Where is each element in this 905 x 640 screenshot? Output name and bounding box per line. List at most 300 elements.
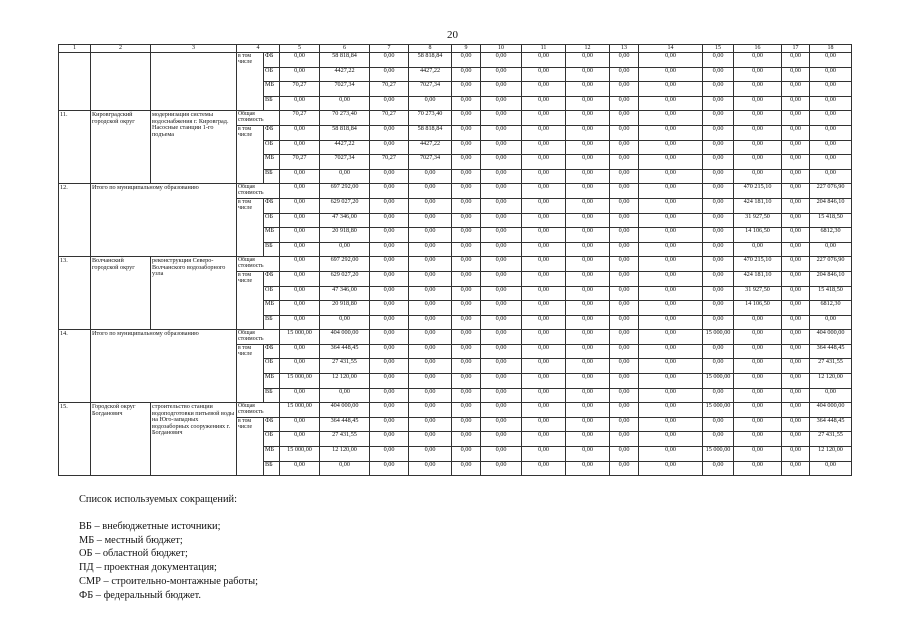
value-cell: 0,00 bbox=[370, 432, 409, 447]
budget-code: ВБ bbox=[264, 169, 280, 184]
value-cell: 0,00 bbox=[610, 403, 639, 418]
value-cell: 0,00 bbox=[452, 344, 481, 359]
value-cell: 0,00 bbox=[481, 388, 522, 403]
value-cell: 0,00 bbox=[566, 82, 610, 97]
total-cost-label: Общая стоимость bbox=[237, 111, 280, 126]
value-cell: 0,00 bbox=[782, 213, 810, 228]
value-cell: 0,00 bbox=[481, 125, 522, 140]
value-cell: 0,00 bbox=[610, 359, 639, 374]
abbreviation-item: ПД – проектная документация; bbox=[79, 562, 217, 574]
value-cell: 0,00 bbox=[481, 271, 522, 286]
abbreviation-item: ОБ – областной бюджет; bbox=[79, 548, 188, 560]
project-description: модернизация системы водоснабжения г. Кировград. Насосные станции 1-го подъема bbox=[151, 111, 237, 184]
value-cell: 0,00 bbox=[481, 198, 522, 213]
value-cell: 0,00 bbox=[409, 359, 452, 374]
value-cell: 0,00 bbox=[522, 140, 566, 155]
value-cell: 6812,30 bbox=[810, 228, 852, 243]
value-cell: 0,00 bbox=[566, 125, 610, 140]
table-row bbox=[59, 403, 852, 418]
value-cell: 0,00 bbox=[566, 169, 610, 184]
value-cell: 15 418,50 bbox=[810, 286, 852, 301]
value-cell: 70 273,40 bbox=[320, 111, 370, 126]
value-cell: 0,00 bbox=[703, 257, 734, 272]
budget-code: ОБ bbox=[264, 140, 280, 155]
project-description: строительство станции водоподготовки питьевой воды на Юго-западных водозаборных сооружениях г. Богданович bbox=[151, 403, 237, 476]
municipality-name: Волчанский городской округ bbox=[91, 257, 151, 330]
value-cell: 0,00 bbox=[782, 155, 810, 170]
value-cell: 0,00 bbox=[452, 315, 481, 330]
value-cell: 0,00 bbox=[566, 198, 610, 213]
value-cell: 7027,34 bbox=[320, 82, 370, 97]
value-cell: 0,00 bbox=[370, 344, 409, 359]
row-number: 15. bbox=[59, 403, 91, 476]
header-cell: 14 bbox=[639, 45, 703, 53]
value-cell: 0,00 bbox=[703, 228, 734, 243]
value-cell: 0,00 bbox=[566, 213, 610, 228]
value-cell: 424 181,10 bbox=[734, 271, 782, 286]
value-cell: 0,00 bbox=[703, 286, 734, 301]
value-cell: 0,00 bbox=[810, 96, 852, 111]
value-cell: 70,27 bbox=[280, 82, 320, 97]
value-cell: 0,00 bbox=[409, 184, 452, 199]
value-cell: 0,00 bbox=[280, 388, 320, 403]
value-cell: 0,00 bbox=[522, 169, 566, 184]
value-cell: 27 431,55 bbox=[810, 432, 852, 447]
value-cell: 0,00 bbox=[481, 155, 522, 170]
value-cell: 404 000,00 bbox=[810, 330, 852, 345]
value-cell: 15 000,00 bbox=[280, 330, 320, 345]
value-cell: 0,00 bbox=[320, 169, 370, 184]
value-cell: 0,00 bbox=[610, 228, 639, 243]
budget-code: ОБ bbox=[264, 213, 280, 228]
budget-code: МБ bbox=[264, 374, 280, 389]
value-cell: 0,00 bbox=[639, 447, 703, 462]
value-cell: 0,00 bbox=[782, 53, 810, 68]
value-cell: 0,00 bbox=[566, 155, 610, 170]
value-cell: 0,00 bbox=[703, 432, 734, 447]
value-cell: 0,00 bbox=[280, 432, 320, 447]
value-cell: 0,00 bbox=[734, 374, 782, 389]
value-cell: 0,00 bbox=[522, 271, 566, 286]
value-cell: 15 000,00 bbox=[703, 447, 734, 462]
value-cell: 0,00 bbox=[734, 447, 782, 462]
value-cell: 0,00 bbox=[409, 374, 452, 389]
value-cell: 0,00 bbox=[280, 67, 320, 82]
value-cell: 0,00 bbox=[810, 315, 852, 330]
value-cell: 0,00 bbox=[782, 417, 810, 432]
including-label: в том числе bbox=[237, 417, 264, 475]
header-cell: 1 bbox=[59, 45, 91, 53]
value-cell: 0,00 bbox=[610, 432, 639, 447]
value-cell: 7027,34 bbox=[409, 155, 452, 170]
value-cell: 58 818,84 bbox=[409, 125, 452, 140]
value-cell: 0,00 bbox=[409, 242, 452, 257]
value-cell: 0,00 bbox=[452, 257, 481, 272]
value-cell: 0,00 bbox=[782, 432, 810, 447]
value-cell: 0,00 bbox=[452, 242, 481, 257]
value-cell: 0,00 bbox=[703, 359, 734, 374]
header-cell: 7 bbox=[370, 45, 409, 53]
value-cell: 0,00 bbox=[452, 67, 481, 82]
value-cell: 0,00 bbox=[703, 198, 734, 213]
value-cell: 0,00 bbox=[734, 388, 782, 403]
value-cell: 0,00 bbox=[370, 125, 409, 140]
value-cell: 0,00 bbox=[810, 67, 852, 82]
value-cell: 0,00 bbox=[370, 96, 409, 111]
value-cell: 0,00 bbox=[566, 301, 610, 316]
value-cell: 0,00 bbox=[639, 228, 703, 243]
value-cell: 0,00 bbox=[280, 301, 320, 316]
value-cell: 0,00 bbox=[370, 447, 409, 462]
value-cell: 0,00 bbox=[810, 461, 852, 476]
header-cell: 9 bbox=[452, 45, 481, 53]
row-summary-label: Итого по муниципальному образованию bbox=[91, 184, 237, 257]
abbreviation-item: МБ – местный бюджет; bbox=[79, 534, 183, 546]
value-cell: 20 918,80 bbox=[320, 228, 370, 243]
value-cell: 0,00 bbox=[782, 242, 810, 257]
value-cell: 404 000,00 bbox=[810, 403, 852, 418]
budget-code: ФБ bbox=[264, 271, 280, 286]
value-cell: 0,00 bbox=[639, 198, 703, 213]
value-cell: 0,00 bbox=[810, 111, 852, 126]
value-cell: 0,00 bbox=[610, 374, 639, 389]
budget-code: МБ bbox=[264, 228, 280, 243]
budget-code: ФБ bbox=[264, 417, 280, 432]
value-cell: 0,00 bbox=[522, 432, 566, 447]
value-cell: 0,00 bbox=[703, 53, 734, 68]
value-cell: 0,00 bbox=[610, 388, 639, 403]
value-cell: 0,00 bbox=[703, 82, 734, 97]
value-cell: 0,00 bbox=[522, 82, 566, 97]
value-cell: 0,00 bbox=[280, 198, 320, 213]
value-cell: 0,00 bbox=[452, 461, 481, 476]
value-cell: 0,00 bbox=[409, 301, 452, 316]
value-cell: 20 918,80 bbox=[320, 301, 370, 316]
value-cell: 0,00 bbox=[522, 315, 566, 330]
value-cell: 0,00 bbox=[370, 67, 409, 82]
value-cell: 0,00 bbox=[703, 344, 734, 359]
value-cell: 0,00 bbox=[639, 67, 703, 82]
value-cell: 0,00 bbox=[370, 301, 409, 316]
value-cell: 0,00 bbox=[782, 228, 810, 243]
value-cell: 15 000,00 bbox=[280, 403, 320, 418]
value-cell: 0,00 bbox=[280, 286, 320, 301]
value-cell: 0,00 bbox=[481, 344, 522, 359]
value-cell: 0,00 bbox=[734, 403, 782, 418]
value-cell: 0,00 bbox=[639, 374, 703, 389]
value-cell: 697 292,00 bbox=[320, 184, 370, 199]
value-cell: 0,00 bbox=[280, 242, 320, 257]
value-cell: 0,00 bbox=[639, 301, 703, 316]
header-cell: 17 bbox=[782, 45, 810, 53]
value-cell: 0,00 bbox=[370, 184, 409, 199]
value-cell: 0,00 bbox=[452, 111, 481, 126]
value-cell: 0,00 bbox=[734, 315, 782, 330]
including-label: в том числе bbox=[237, 125, 264, 183]
value-cell: 0,00 bbox=[782, 271, 810, 286]
value-cell: 27 431,55 bbox=[320, 359, 370, 374]
value-cell: 0,00 bbox=[782, 257, 810, 272]
value-cell: 0,00 bbox=[566, 228, 610, 243]
value-cell: 0,00 bbox=[782, 198, 810, 213]
value-cell: 0,00 bbox=[370, 257, 409, 272]
value-cell: 0,00 bbox=[280, 213, 320, 228]
value-cell: 0,00 bbox=[370, 169, 409, 184]
value-cell: 0,00 bbox=[734, 67, 782, 82]
budget-code: МБ bbox=[264, 447, 280, 462]
value-cell: 0,00 bbox=[703, 140, 734, 155]
value-cell: 0,00 bbox=[280, 96, 320, 111]
value-cell: 0,00 bbox=[280, 228, 320, 243]
value-cell: 47 346,00 bbox=[320, 213, 370, 228]
value-cell: 58 818,84 bbox=[320, 125, 370, 140]
value-cell: 0,00 bbox=[522, 213, 566, 228]
row-number bbox=[59, 53, 91, 111]
value-cell: 0,00 bbox=[409, 286, 452, 301]
value-cell: 0,00 bbox=[522, 96, 566, 111]
including-label: в том числе bbox=[237, 53, 264, 111]
table-row bbox=[59, 257, 852, 272]
budget-code: ВБ bbox=[264, 96, 280, 111]
value-cell: 0,00 bbox=[610, 111, 639, 126]
value-cell: 0,00 bbox=[522, 344, 566, 359]
value-cell: 0,00 bbox=[522, 388, 566, 403]
value-cell: 0,00 bbox=[782, 286, 810, 301]
value-cell: 0,00 bbox=[639, 461, 703, 476]
value-cell: 0,00 bbox=[734, 330, 782, 345]
value-cell: 470 215,10 bbox=[734, 184, 782, 199]
value-cell: 0,00 bbox=[452, 271, 481, 286]
value-cell: 0,00 bbox=[782, 67, 810, 82]
value-cell: 0,00 bbox=[610, 67, 639, 82]
value-cell: 0,00 bbox=[522, 67, 566, 82]
value-cell: 0,00 bbox=[810, 169, 852, 184]
value-cell: 0,00 bbox=[481, 82, 522, 97]
value-cell: 0,00 bbox=[734, 344, 782, 359]
value-cell: 0,00 bbox=[703, 111, 734, 126]
value-cell: 0,00 bbox=[452, 432, 481, 447]
header-cell: 13 bbox=[610, 45, 639, 53]
value-cell: 0,00 bbox=[782, 447, 810, 462]
value-cell: 14 106,50 bbox=[734, 301, 782, 316]
value-cell: 15 000,00 bbox=[703, 374, 734, 389]
value-cell: 0,00 bbox=[566, 140, 610, 155]
value-cell: 424 181,10 bbox=[734, 198, 782, 213]
value-cell: 15 000,00 bbox=[280, 447, 320, 462]
value-cell: 0,00 bbox=[452, 96, 481, 111]
value-cell: 0,00 bbox=[370, 374, 409, 389]
value-cell: 4427,22 bbox=[409, 140, 452, 155]
value-cell: 0,00 bbox=[703, 169, 734, 184]
value-cell: 0,00 bbox=[481, 96, 522, 111]
value-cell: 70,27 bbox=[370, 155, 409, 170]
value-cell: 0,00 bbox=[452, 155, 481, 170]
value-cell: 15 418,50 bbox=[810, 213, 852, 228]
value-cell: 0,00 bbox=[566, 447, 610, 462]
value-cell: 0,00 bbox=[409, 344, 452, 359]
header-cell: 11 bbox=[522, 45, 566, 53]
value-cell: 0,00 bbox=[409, 388, 452, 403]
budget-code: МБ bbox=[264, 82, 280, 97]
value-cell: 0,00 bbox=[452, 213, 481, 228]
value-cell: 0,00 bbox=[610, 96, 639, 111]
value-cell: 0,00 bbox=[639, 403, 703, 418]
value-cell: 0,00 bbox=[320, 315, 370, 330]
header-cell: 6 bbox=[320, 45, 370, 53]
value-cell: 0,00 bbox=[409, 315, 452, 330]
value-cell: 0,00 bbox=[409, 461, 452, 476]
value-cell: 0,00 bbox=[452, 286, 481, 301]
value-cell: 0,00 bbox=[734, 461, 782, 476]
value-cell: 0,00 bbox=[370, 330, 409, 345]
value-cell: 0,00 bbox=[280, 271, 320, 286]
value-cell: 0,00 bbox=[782, 374, 810, 389]
value-cell: 0,00 bbox=[782, 169, 810, 184]
value-cell: 4427,22 bbox=[320, 67, 370, 82]
value-cell: 0,00 bbox=[280, 359, 320, 374]
value-cell: 404 000,00 bbox=[320, 330, 370, 345]
value-cell: 0,00 bbox=[566, 344, 610, 359]
value-cell: 0,00 bbox=[522, 257, 566, 272]
value-cell: 0,00 bbox=[481, 242, 522, 257]
value-cell: 0,00 bbox=[639, 432, 703, 447]
including-label: в том числе bbox=[237, 198, 264, 256]
value-cell: 0,00 bbox=[370, 213, 409, 228]
value-cell: 0,00 bbox=[280, 417, 320, 432]
table-row bbox=[59, 53, 852, 68]
value-cell: 0,00 bbox=[639, 359, 703, 374]
value-cell: 0,00 bbox=[610, 257, 639, 272]
abbreviations-title: Список используемых сокращений: bbox=[79, 494, 237, 505]
value-cell: 204 846,10 bbox=[810, 271, 852, 286]
budget-code: ВБ bbox=[264, 388, 280, 403]
value-cell: 0,00 bbox=[370, 359, 409, 374]
value-cell: 0,00 bbox=[610, 242, 639, 257]
value-cell: 0,00 bbox=[452, 53, 481, 68]
value-cell: 0,00 bbox=[481, 228, 522, 243]
value-cell: 0,00 bbox=[782, 330, 810, 345]
value-cell: 0,00 bbox=[566, 330, 610, 345]
value-cell: 0,00 bbox=[810, 242, 852, 257]
table-row bbox=[59, 330, 852, 345]
header-cell: 2 bbox=[91, 45, 151, 53]
value-cell: 0,00 bbox=[610, 125, 639, 140]
value-cell: 0,00 bbox=[639, 125, 703, 140]
value-cell: 0,00 bbox=[734, 96, 782, 111]
value-cell: 0,00 bbox=[280, 140, 320, 155]
value-cell: 0,00 bbox=[782, 388, 810, 403]
abbreviation-item: СМР – строительно-монтажные работы; bbox=[79, 575, 258, 587]
header-cell: 8 bbox=[409, 45, 452, 53]
value-cell: 0,00 bbox=[481, 286, 522, 301]
value-cell: 0,00 bbox=[639, 82, 703, 97]
abbreviation-item: ФБ – федеральный бюджет. bbox=[79, 589, 202, 601]
value-cell: 204 846,10 bbox=[810, 198, 852, 213]
value-cell: 0,00 bbox=[452, 301, 481, 316]
value-cell: 0,00 bbox=[703, 155, 734, 170]
value-cell: 0,00 bbox=[370, 271, 409, 286]
value-cell: 0,00 bbox=[782, 403, 810, 418]
value-cell: 0,00 bbox=[280, 461, 320, 476]
value-cell: 4427,22 bbox=[409, 67, 452, 82]
value-cell: 0,00 bbox=[409, 447, 452, 462]
header-cell: 16 bbox=[734, 45, 782, 53]
value-cell: 0,00 bbox=[320, 242, 370, 257]
value-cell: 27 431,55 bbox=[320, 432, 370, 447]
header-cell: 18 bbox=[810, 45, 852, 53]
value-cell: 0,00 bbox=[280, 257, 320, 272]
budget-code: МБ bbox=[264, 155, 280, 170]
value-cell: 0,00 bbox=[639, 330, 703, 345]
value-cell: 0,00 bbox=[610, 184, 639, 199]
value-cell: 0,00 bbox=[782, 96, 810, 111]
value-cell: 0,00 bbox=[280, 125, 320, 140]
value-cell: 0,00 bbox=[610, 447, 639, 462]
value-cell: 0,00 bbox=[522, 228, 566, 243]
value-cell: 0,00 bbox=[370, 315, 409, 330]
value-cell: 0,00 bbox=[370, 403, 409, 418]
municipality-name bbox=[91, 53, 151, 111]
value-cell: 0,00 bbox=[639, 242, 703, 257]
value-cell: 0,00 bbox=[409, 432, 452, 447]
value-cell: 0,00 bbox=[522, 53, 566, 68]
value-cell: 0,00 bbox=[409, 228, 452, 243]
value-cell: 0,00 bbox=[409, 330, 452, 345]
budget-code: ВБ bbox=[264, 315, 280, 330]
value-cell: 0,00 bbox=[566, 67, 610, 82]
value-cell: 0,00 bbox=[481, 53, 522, 68]
value-cell: 0,00 bbox=[522, 374, 566, 389]
value-cell: 0,00 bbox=[782, 344, 810, 359]
total-cost-label: Общая стоимость bbox=[237, 330, 280, 345]
value-cell: 0,00 bbox=[639, 140, 703, 155]
value-cell: 0,00 bbox=[566, 461, 610, 476]
value-cell: 0,00 bbox=[782, 140, 810, 155]
value-cell: 0,00 bbox=[639, 213, 703, 228]
value-cell: 0,00 bbox=[481, 67, 522, 82]
value-cell: 0,00 bbox=[782, 461, 810, 476]
value-cell: 0,00 bbox=[370, 140, 409, 155]
value-cell: 0,00 bbox=[734, 169, 782, 184]
value-cell: 0,00 bbox=[409, 213, 452, 228]
value-cell: 0,00 bbox=[734, 155, 782, 170]
value-cell: 0,00 bbox=[610, 461, 639, 476]
value-cell: 0,00 bbox=[320, 461, 370, 476]
value-cell: 629 027,20 bbox=[320, 198, 370, 213]
value-cell: 364 448,45 bbox=[810, 344, 852, 359]
header-cell: 3 bbox=[151, 45, 237, 53]
value-cell: 0,00 bbox=[280, 53, 320, 68]
value-cell: 0,00 bbox=[610, 53, 639, 68]
value-cell: 12 120,00 bbox=[810, 447, 852, 462]
value-cell: 0,00 bbox=[734, 432, 782, 447]
value-cell: 0,00 bbox=[639, 271, 703, 286]
value-cell: 15 000,00 bbox=[280, 374, 320, 389]
value-cell: 0,00 bbox=[610, 140, 639, 155]
value-cell: 629 027,20 bbox=[320, 271, 370, 286]
value-cell: 0,00 bbox=[370, 242, 409, 257]
header-cell: 10 bbox=[481, 45, 522, 53]
value-cell: 0,00 bbox=[409, 403, 452, 418]
value-cell: 0,00 bbox=[610, 213, 639, 228]
budget-code: ФБ bbox=[264, 198, 280, 213]
table-header-row bbox=[59, 45, 852, 53]
value-cell: 0,00 bbox=[610, 155, 639, 170]
value-cell: 0,00 bbox=[566, 417, 610, 432]
value-cell: 0,00 bbox=[481, 374, 522, 389]
value-cell: 0,00 bbox=[703, 96, 734, 111]
value-cell: 0,00 bbox=[481, 111, 522, 126]
